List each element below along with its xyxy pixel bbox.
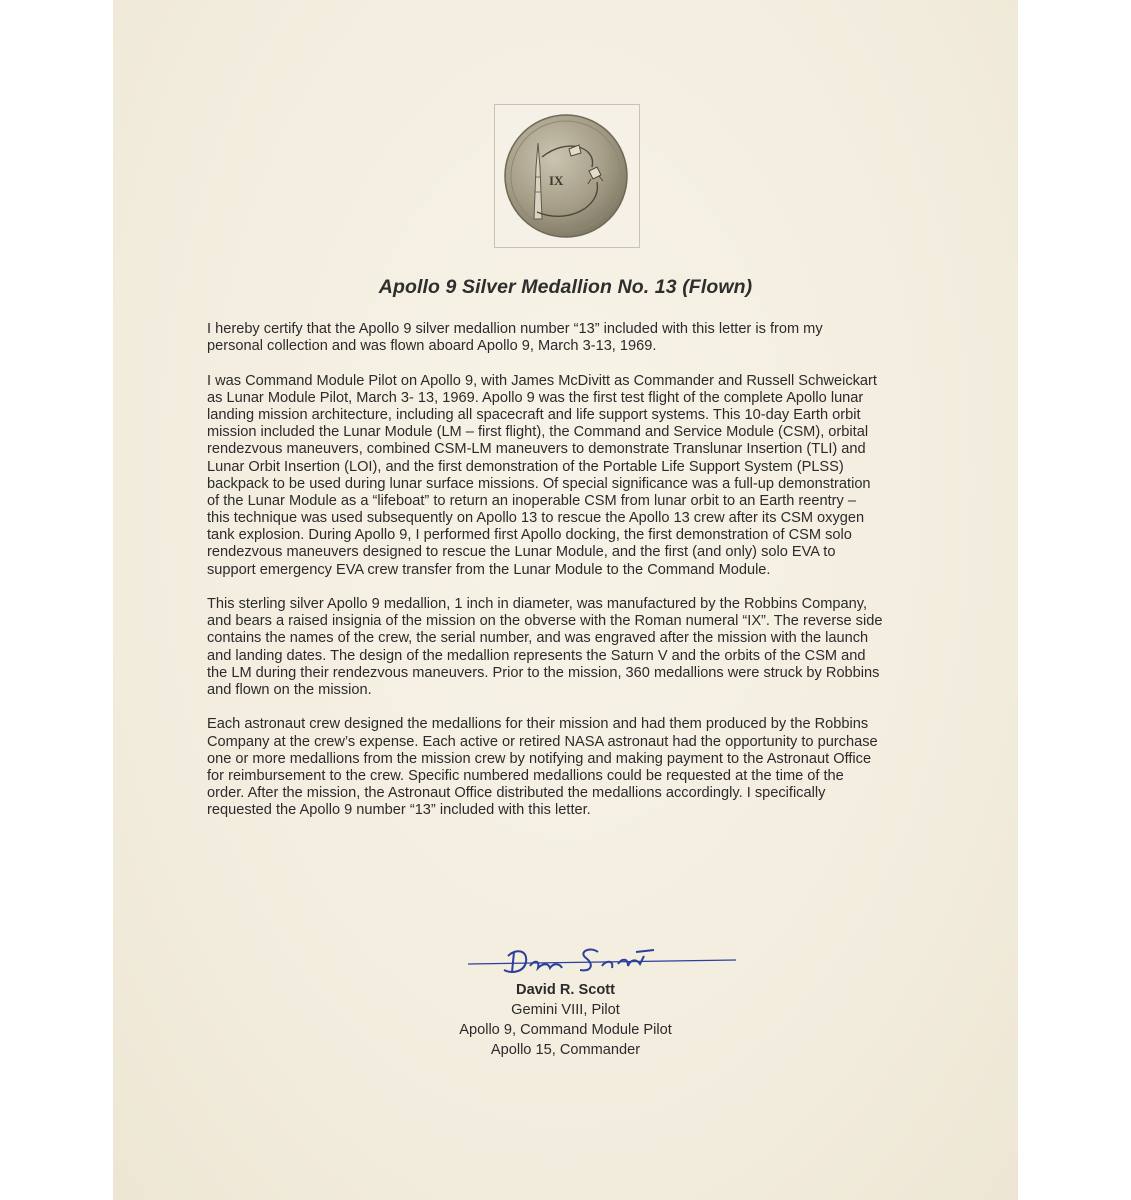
text-line: for reimbursement to the crew. Specific numbered medallions could be requested at the time of the	[207, 767, 844, 784]
signer-role: Gemini VIII, Pilot	[511, 1002, 620, 1018]
document-title: Apollo 9 Silver Medallion No. 13 (Flown)	[378, 276, 753, 298]
text-line: this technique was used subsequently on Apollo 13 to rescue the Apollo 13 crew after its CSM oxygen	[207, 510, 865, 527]
medallion-image	[497, 107, 637, 245]
text-line: rendezvous maneuvers designed to rescue the Lunar Module, and the first (and only) solo EVA to	[207, 544, 836, 561]
text-line: backpack to be used during lunar surface missions. Of special significance was a full-up demonstration	[207, 475, 871, 492]
text-line: the LM during their rendezvous maneuvers. Prior to the mission, 360 medallions were struck by Robbins	[207, 664, 880, 681]
signer-name: David R. Scott	[516, 982, 615, 998]
letter-body	[207, 321, 929, 837]
text-line: Company at the crew’s expense. Each active or retired NASA astronaut had the opportunity to purchase	[207, 733, 878, 750]
text-line: order. After the mission, the Astronaut Office distributed the medallions accordingly. I specifically	[207, 785, 826, 802]
paragraph-2	[207, 373, 929, 579]
signer-role: Apollo 9, Command Module Pilot	[459, 1022, 672, 1038]
text-line: landing mission architecture, including all spacecraft and life support systems. This 10-day Earth orbit	[207, 406, 861, 423]
text-line: tank explosion. During Apollo 9, I performed first Apollo docking, the first demonstration of CSM solo	[207, 527, 852, 544]
text-line: as Lunar Module Pilot, March 3- 13, 1969. Apollo 9 was the first test flight of the complete Apollo lunar	[207, 389, 864, 406]
medallion-numeral: IX	[549, 173, 564, 188]
text-line: of the Lunar Module as a “lifeboat” to return an inoperable CSM from lunar orbit to an Earth reentry –	[207, 492, 856, 509]
medallion-disc	[505, 115, 627, 237]
text-line: Lunar Orbit Insertion (LOI), and the first demonstration of the Portable Life Support System (PLSS)	[207, 458, 844, 475]
signer-role: Apollo 15, Commander	[490, 1042, 641, 1058]
paragraph-3	[207, 596, 929, 699]
handwritten-signature	[468, 938, 738, 983]
text-line: This sterling silver Apollo 9 medallion, 1 inch in diameter, was manufactured by the Robbins Company,	[207, 596, 868, 612]
text-line: personal collection and was flown aboard Apollo 9, March 3-13, 1969.	[207, 338, 657, 355]
text-line: support emergency EVA crew transfer from the Lunar Module to the Command Module.	[207, 561, 771, 578]
text-line: I hereby certify that the Apollo 9 silver medallion number “13” included with this letter is from my	[207, 321, 823, 337]
paragraph-1	[207, 321, 929, 355]
text-line: Each astronaut crew designed the medallions for their mission and had them produced by the Robbins	[207, 716, 869, 733]
text-line: mission included the Lunar Module (LM – first flight), the Command and Service Module (CSM), orbital	[207, 424, 869, 441]
paragraph-4	[207, 716, 929, 819]
signer-block	[113, 980, 1018, 1060]
text-line: I was Command Module Pilot on Apollo 9, with James McDivitt as Commander and Russell Schweickart	[207, 372, 877, 389]
text-line: one or more medallions from the mission crew by notifying and making payment to the Astronaut Office	[207, 750, 872, 767]
text-line: and bears a raised insignia of the mission on the obverse with the Roman numeral “IX”. The reverse side	[207, 613, 883, 630]
text-line: requested the Apollo 9 number “13” included with this letter.	[207, 802, 591, 819]
text-line: and landing dates. The design of the medallion represents the Saturn V and the orbits of the CSM and	[207, 647, 866, 664]
medallion-photo	[494, 104, 640, 248]
text-line: and flown on the mission.	[207, 681, 372, 698]
certificate-page	[113, 0, 1018, 1200]
text-line: contains the names of the crew, the serial number, and was engraved after the mission with the launch	[207, 630, 869, 647]
text-line: rendezvous maneuvers, combined CSM-LM maneuvers to demonstrate Translunar Insertion (TLI) and	[207, 441, 866, 458]
